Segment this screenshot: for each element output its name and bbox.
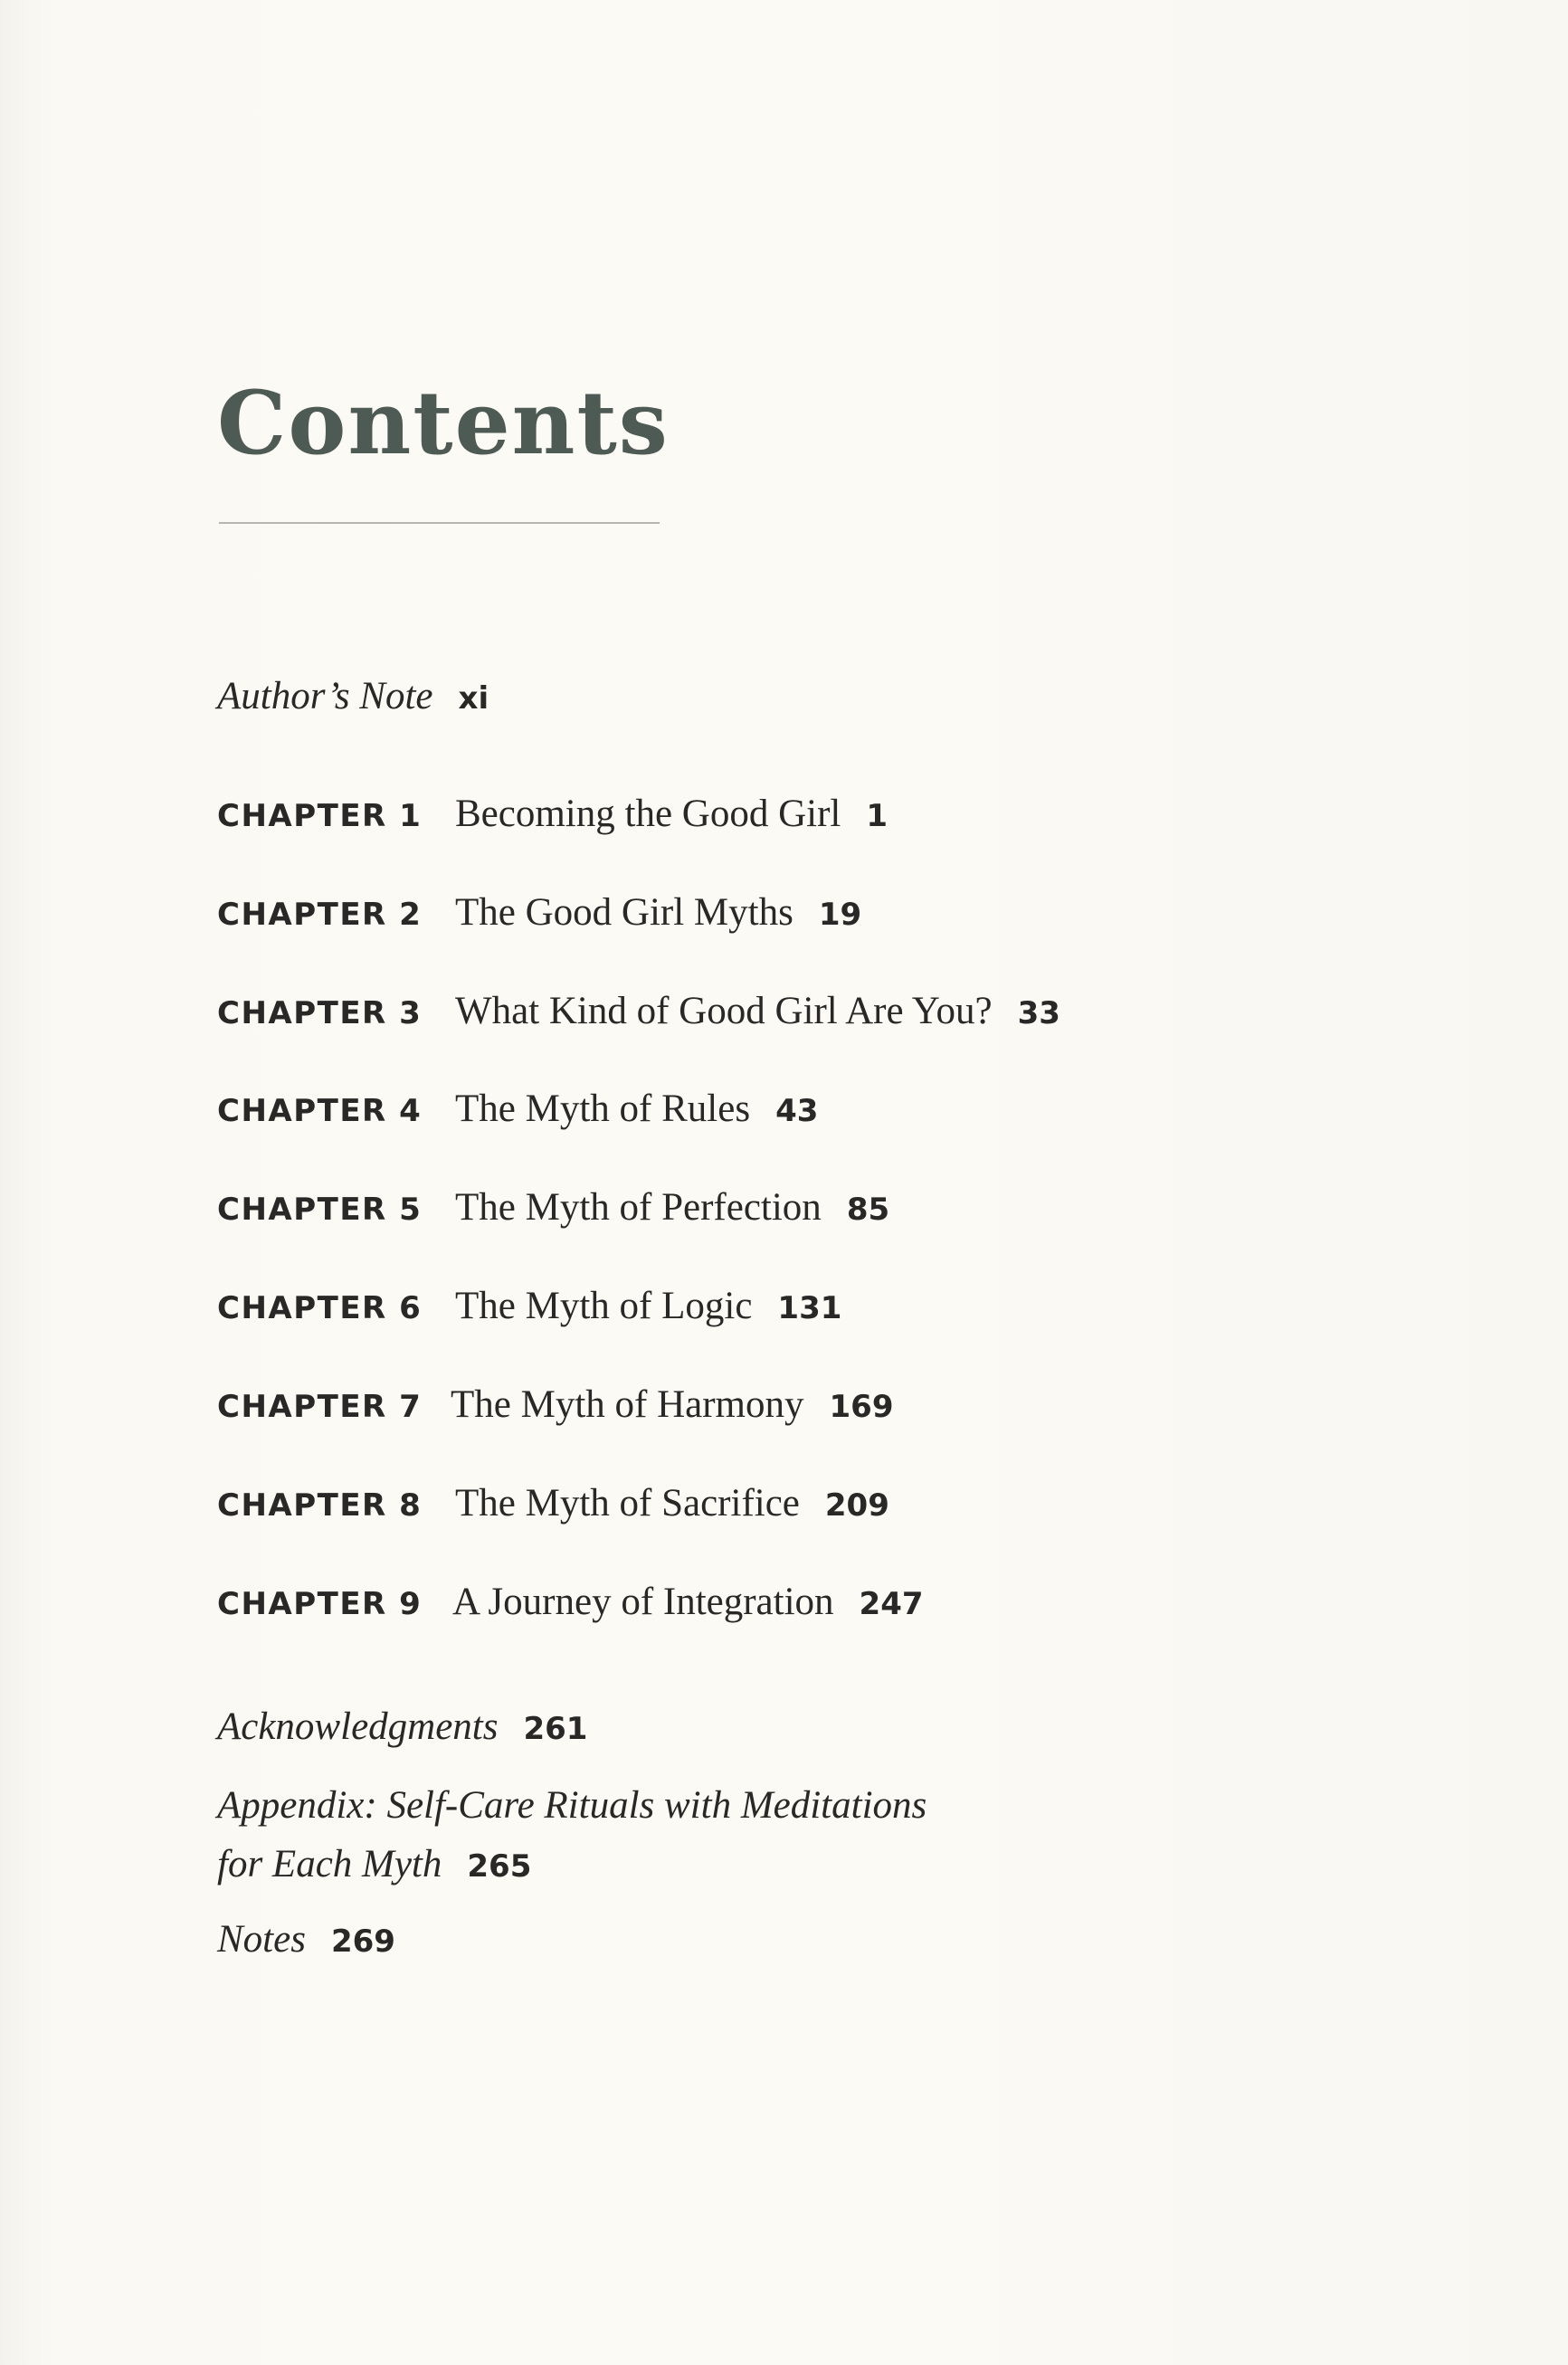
chapter-page: 19	[818, 897, 862, 933]
toc-chapter-9[interactable]	[217, 1582, 924, 1621]
toc-chapter-2[interactable]	[217, 893, 861, 932]
chapter-label: CHAPTER 8	[217, 1487, 423, 1524]
acknowledgments-page: 261	[523, 1711, 588, 1747]
chapter-title: The Myth of Perfection	[455, 1186, 822, 1229]
toc-entry-acknowledgments[interactable]	[217, 1707, 587, 1746]
appendix-page: 265	[467, 1848, 532, 1885]
appendix-line-1	[217, 1786, 927, 1825]
toc-entry-appendix[interactable]	[217, 1786, 927, 1884]
chapter-label: CHAPTER 2	[217, 897, 423, 933]
chapter-page: 247	[859, 1586, 924, 1622]
appendix-title-line2: for Each Myth	[217, 1843, 442, 1885]
toc-entry-notes[interactable]	[217, 1920, 395, 1959]
notes-label: Notes	[217, 1918, 306, 1961]
chapter-label: CHAPTER 5	[217, 1192, 423, 1228]
notes-page: 269	[330, 1923, 395, 1960]
chapter-title: The Myth of Rules	[455, 1088, 751, 1130]
chapter-title: A Journey of Integration	[452, 1581, 834, 1623]
appendix-line-2	[217, 1845, 927, 1884]
chapter-page: 33	[1017, 995, 1060, 1031]
toc-chapter-1[interactable]	[217, 794, 888, 833]
toc-chapter-7[interactable]	[217, 1385, 894, 1424]
chapter-page: 131	[777, 1290, 842, 1326]
chapter-title: The Myth of Sacrifice	[455, 1482, 800, 1524]
chapter-page: 169	[829, 1389, 894, 1425]
appendix-title-line1: Appendix: Self-Care Rituals with Meditations	[217, 1784, 927, 1827]
chapter-label: CHAPTER 4	[217, 1093, 423, 1129]
chapter-label: CHAPTER 3	[217, 995, 423, 1031]
chapter-title: The Myth of Logic	[455, 1285, 753, 1327]
chapter-label: CHAPTER 1	[217, 798, 423, 834]
acknowledgments-label: Acknowledgments	[217, 1705, 499, 1748]
toc-chapter-5[interactable]	[217, 1188, 889, 1227]
chapter-label: CHAPTER 7	[217, 1389, 423, 1425]
chapter-label: CHAPTER 6	[217, 1290, 423, 1326]
chapter-page: 209	[824, 1487, 889, 1524]
chapter-page: 85	[846, 1192, 890, 1228]
toc-entry-authors-note[interactable]	[217, 677, 489, 716]
chapter-title: The Good Girl Myths	[455, 891, 794, 934]
title-underline	[219, 522, 660, 524]
toc-chapter-8[interactable]	[217, 1484, 889, 1523]
chapter-page: 43	[775, 1093, 819, 1129]
chapter-label: CHAPTER 9	[217, 1586, 423, 1622]
toc-chapter-4[interactable]	[217, 1089, 818, 1128]
authors-note-page: xi	[458, 680, 489, 717]
chapter-title: Becoming the Good Girl	[455, 793, 841, 835]
authors-note-label: Author’s Note	[217, 675, 433, 717]
toc-chapter-3[interactable]	[217, 992, 1060, 1031]
toc-chapter-6[interactable]	[217, 1287, 841, 1325]
chapter-page: 1	[866, 798, 889, 834]
page-title: Contents	[217, 372, 670, 474]
chapter-title: The Myth of Harmony	[451, 1383, 804, 1426]
chapter-title: What Kind of Good Girl Are You?	[455, 990, 993, 1032]
